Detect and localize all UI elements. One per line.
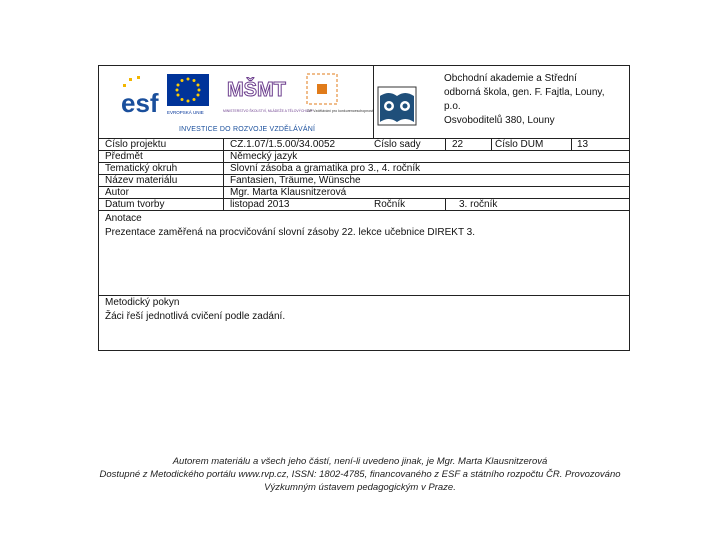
- school-line-4: Osvoboditelů 380, Louny: [444, 115, 555, 126]
- author-label: Autor: [105, 187, 129, 198]
- op-caption: OP Vzdělávání pro konkurenceschopnost: [307, 109, 374, 113]
- subject-label: Předmět: [105, 151, 143, 162]
- invest-tagline: INVESTICE DO ROZVOJE VZDĚLÁVÁNÍ: [179, 126, 316, 133]
- footer-line-1: Autorem materiálu a všech jeho částí, není-li uvedeno jinak, je Mgr. Marta Klausnitzerová: [172, 456, 548, 467]
- dum-number-label: Číslo DUM: [495, 139, 544, 150]
- footer-line-3: Výzkumným ústavem pedagogickým v Praze.: [264, 482, 456, 493]
- annotation-text: Prezentace zaměřená na procvičování slovní zásoby 22. lekce učebnice DIREKT 3.: [105, 227, 476, 238]
- footer-line-2: Dostupné z Metodického portálu www.rvp.cz, ISSN: 1802-4785, financovaného z ESF a státního rozpočtu ČR. Provozováno: [99, 469, 621, 480]
- rocnik-divider: [445, 198, 446, 210]
- footer-credits: [0, 455, 720, 494]
- msmt-logo: [223, 77, 314, 113]
- set-number-label: Číslo sady: [374, 139, 421, 150]
- school-line-2: odborná škola, gen. F. Fajtla, Louny,: [444, 87, 605, 98]
- logo-strip: [119, 70, 374, 136]
- method-title: Metodický pokyn: [105, 297, 180, 308]
- sada-divider: [445, 138, 446, 150]
- partner-logos: [119, 70, 374, 122]
- op-logo: [307, 74, 373, 113]
- esf-text: esf: [121, 88, 159, 118]
- row-rule-6: [99, 210, 629, 211]
- eu-caption: EVROPSKÁ UNIE: [167, 110, 204, 115]
- topic-value: Slovní zásoba a gramatika pro 3., 4. ročník: [230, 163, 421, 174]
- creation-date-label: Datum tvorby: [105, 199, 165, 210]
- row-rule-4: [99, 186, 629, 187]
- annotation-bottom-rule: [99, 295, 629, 296]
- material-name-label: Název materiálu: [105, 175, 178, 186]
- material-name-value: Fantasien, Träume, Wünsche: [230, 175, 361, 186]
- dum-number-value: 13: [577, 139, 589, 150]
- project-number-value: CZ.1.07/1.5.00/34.0052: [230, 139, 336, 150]
- method-text: Žáci řeší jednotlivá cvičení podle zadání.: [105, 311, 286, 322]
- grade-label: Ročník: [374, 199, 406, 210]
- header-divider: [373, 66, 374, 138]
- msmt-text: MŠMT: [227, 79, 286, 101]
- school-logo: [377, 86, 417, 126]
- school-name: [444, 72, 624, 128]
- set-number-value: 22: [452, 139, 464, 150]
- dum-divider: [491, 138, 492, 150]
- project-number-label: Číslo projektu: [105, 139, 167, 150]
- row-rule-3: [99, 174, 629, 175]
- msmt-caption: MINISTERSTVO ŠKOLSTVÍ, MLÁDEŽE A TĚLOVÝCHOVY: [223, 109, 313, 113]
- esf-logo: [121, 74, 163, 118]
- school-line-1: Obchodní akademie a Střední: [444, 73, 577, 84]
- school-line-3: p.o.: [444, 101, 461, 112]
- row-rule-5: [99, 198, 629, 199]
- document-sheet: [98, 65, 630, 351]
- creation-date-value: listopad 2013: [230, 199, 290, 210]
- label-divider: [223, 138, 224, 210]
- topic-label: Tematický okruh: [105, 163, 178, 174]
- eu-flag: [167, 74, 209, 115]
- grade-value: 3. ročník: [459, 199, 498, 210]
- row-rule-1: [99, 150, 629, 151]
- author-value: Mgr. Marta Klausnitzerová: [230, 187, 347, 198]
- subject-value: Německý jazyk: [230, 151, 298, 162]
- annotation-title: Anotace: [105, 213, 142, 224]
- dum-value-divider: [571, 138, 572, 150]
- table-top-rule: [99, 138, 629, 139]
